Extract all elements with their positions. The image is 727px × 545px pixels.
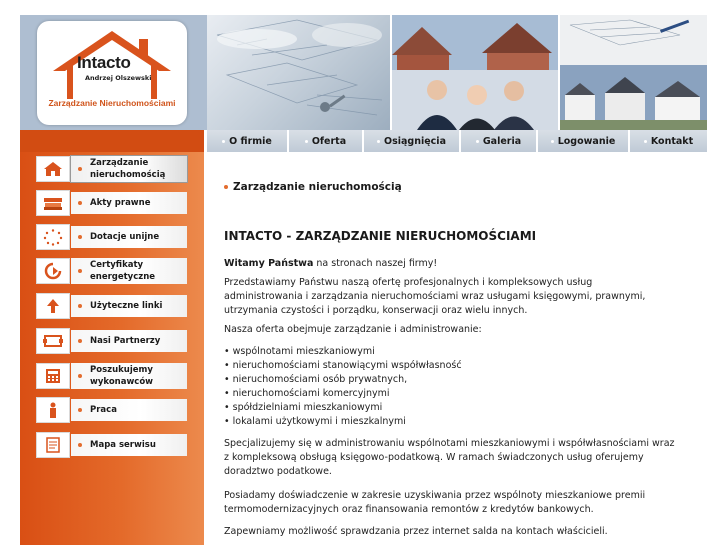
experience-paragraph: Posiadamy doświadczenie w zakresie uzyskiwania przez wspólnoty mieszkaniowe premii termomodernizacyjnych oraz finansowania remontów z kredytów bankowych. xyxy=(224,490,646,515)
nav-label: Logowanie xyxy=(557,135,616,147)
intro-paragraph: Przedstawiamy Państwu naszą ofertę profesjonalnych i kompleksowych usług administrowania i zarządzania nieruchomościami wraz usługami księgowymi, prawnymi, utrzymania czystości i porządku, konserwacji oraz wielu innych. xyxy=(224,277,646,316)
sidebar-item-label xyxy=(71,192,187,214)
bullet-icon xyxy=(78,304,82,308)
header xyxy=(20,15,707,130)
sidebar-item-useful-links[interactable] xyxy=(36,293,187,319)
list-item: • wspólnotami mieszkaniowymi xyxy=(224,345,674,359)
logo-owner: Andrzej Olszewski xyxy=(85,74,152,82)
nav-label: Kontakt xyxy=(650,135,694,147)
sidebar-item-energy-certificates[interactable] xyxy=(36,258,187,284)
section-title-text: Zarządzanie nieruchomością xyxy=(233,181,402,193)
sidebar-item-label xyxy=(71,434,187,456)
sidebar-item-property-management[interactable] xyxy=(36,156,187,182)
sidebar-item-eu-grants[interactable] xyxy=(36,224,187,250)
sidebar-item-contractors[interactable] xyxy=(36,363,187,389)
list-item: • lokalami użytkowymi i mieszkalnymi xyxy=(224,415,674,429)
energy-certificate-icon xyxy=(36,258,70,284)
person-icon xyxy=(36,397,70,423)
nav-label: Oferta xyxy=(311,135,347,147)
sidebar-item-sitemap[interactable] xyxy=(36,432,187,458)
nav-offer[interactable] xyxy=(289,130,364,152)
nav-dot-icon xyxy=(222,140,225,143)
sidebar xyxy=(20,130,204,545)
nav-achievements[interactable] xyxy=(364,130,461,152)
greeting xyxy=(224,257,674,271)
sitemap-icon xyxy=(36,432,70,458)
sidebar-label-line2: nieruchomością xyxy=(90,170,166,180)
section-title xyxy=(224,181,402,193)
plans-illustration xyxy=(560,15,707,130)
nav-label: O firmie xyxy=(229,135,272,147)
greeting-bold: Witamy Państwa xyxy=(224,258,314,269)
sidebar-item-label xyxy=(71,399,187,421)
bullet-icon xyxy=(78,167,82,171)
bullet-icon xyxy=(78,443,82,447)
nav-dot-icon xyxy=(476,140,479,143)
bullet-icon xyxy=(78,235,82,239)
nav-dot-icon xyxy=(305,140,308,143)
internet-paragraph: Zapewniamy możliwość sprawdzania przez internet salda na kontach właścicieli. xyxy=(224,526,608,537)
sidebar-label-line1: Dotacje unijne xyxy=(90,232,160,242)
logo-tagline: Zarządzanie Nieruchomościami xyxy=(48,98,176,108)
sidebar-top-band xyxy=(20,130,204,152)
logo[interactable] xyxy=(37,21,187,125)
offer-lead: Nasza oferta obejmuje zarządzanie i administrowanie: xyxy=(224,324,482,335)
nav-label: Galeria xyxy=(482,135,522,147)
logo-brand: Intacto xyxy=(77,53,131,72)
sidebar-label-line1: Poszukujemy xyxy=(90,365,153,375)
houses-and-team-photo xyxy=(392,15,558,130)
sidebar-item-label xyxy=(71,363,187,389)
sidebar-label-line1: Praca xyxy=(90,405,117,415)
top-navigation xyxy=(207,130,707,152)
sidebar-item-label xyxy=(71,258,187,284)
sidebar-item-jobs[interactable] xyxy=(36,397,187,423)
sidebar-item-label xyxy=(71,156,187,182)
plans-and-homes-photo xyxy=(560,15,707,130)
team-illustration xyxy=(392,15,558,130)
specialization-paragraph: Specjalizujemy się w administrowaniu wspólnotami mieszkaniowymi i współwłasnościami wraz z kompleksową obsługą księgowo-podatkową. W ramach świadczonych usług oferujemy doradztwo podatkowe. xyxy=(224,438,675,477)
books-icon xyxy=(36,190,70,216)
house-icon xyxy=(36,156,70,182)
blueprint-photo xyxy=(207,15,390,130)
list-item: • nieruchomościami stanowiącymi współwłasność xyxy=(224,359,674,373)
list-item: • spółdzielniami mieszkaniowymi xyxy=(224,401,674,415)
calculator-icon xyxy=(36,363,70,389)
sidebar-label-line1: Użyteczne linki xyxy=(90,301,163,311)
list-item: • nieruchomościami komercyjnymi xyxy=(224,387,674,401)
bullet-icon xyxy=(78,339,82,343)
sidebar-item-label xyxy=(71,330,187,352)
arrow-up-icon xyxy=(36,293,70,319)
eu-stars-icon xyxy=(36,224,70,250)
sidebar-label-line1: Mapa serwisu xyxy=(90,440,156,450)
bullet-icon xyxy=(78,408,82,412)
sidebar-label-line2: energetyczne xyxy=(90,272,156,282)
bullet-icon xyxy=(78,374,82,378)
bullet-icon xyxy=(78,269,82,273)
nav-about[interactable] xyxy=(207,130,289,152)
sidebar-label-line1: Certyfikaty xyxy=(90,260,144,270)
sidebar-item-legal-acts[interactable] xyxy=(36,190,187,216)
sidebar-label-line2: wykonawców xyxy=(90,377,154,387)
blueprint-illustration xyxy=(207,15,390,130)
sidebar-item-label xyxy=(71,226,187,248)
sidebar-label-line1: Zarządzanie xyxy=(90,158,149,168)
bullet-icon xyxy=(78,201,82,205)
bullet-icon xyxy=(224,185,228,189)
page-heading: INTACTO - ZARZĄDZANIE NIERUCHOMOŚCIAMI xyxy=(224,229,537,243)
greeting-rest: na stronach naszej firmy! xyxy=(313,258,438,269)
nav-gallery[interactable] xyxy=(461,130,538,152)
nav-label: Osiągnięcia xyxy=(384,135,446,147)
list-item: • nieruchomościami osób prywatnych, xyxy=(224,373,674,387)
nav-dot-icon xyxy=(377,140,380,143)
nav-login[interactable] xyxy=(538,130,630,152)
nav-dot-icon xyxy=(644,140,647,143)
sidebar-label-line1: Akty prawne xyxy=(90,198,151,208)
sidebar-label-line1: Nasi Partnerzy xyxy=(90,336,161,346)
nav-contact[interactable] xyxy=(630,130,707,152)
services-list xyxy=(224,345,674,429)
nav-dot-icon xyxy=(551,140,554,143)
sidebar-item-partners[interactable] xyxy=(36,328,187,354)
partners-icon xyxy=(36,328,70,354)
sidebar-item-label xyxy=(71,295,187,317)
logo-area[interactable] xyxy=(20,15,207,130)
